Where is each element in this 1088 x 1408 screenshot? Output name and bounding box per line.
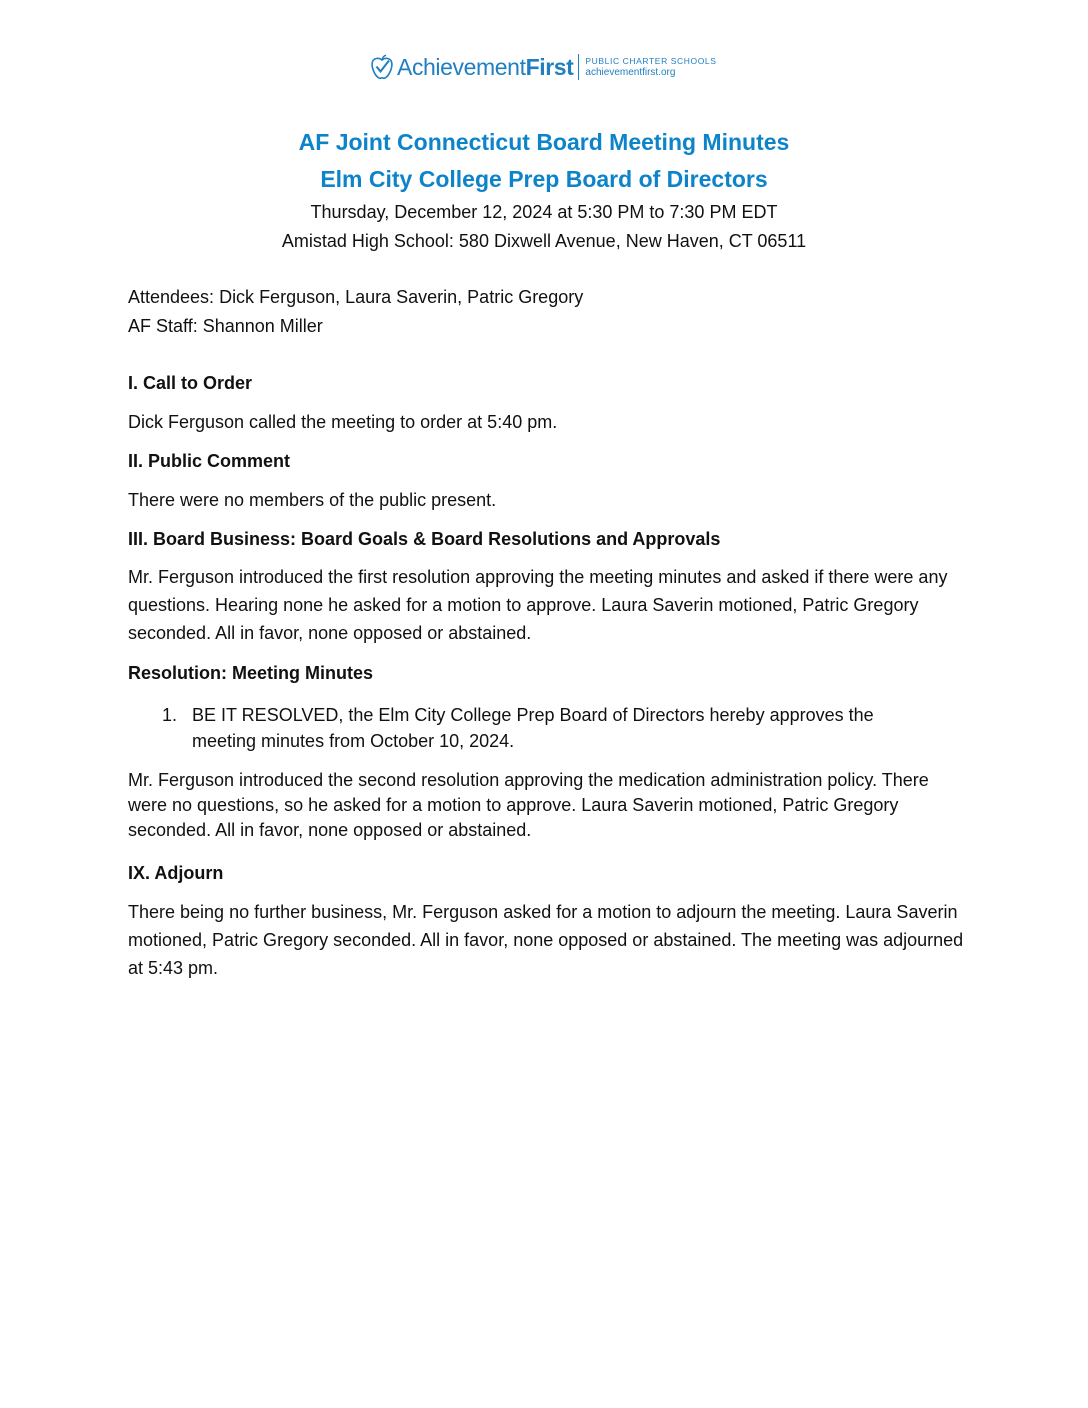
meeting-datetime: Thursday, December 12, 2024 at 5:30 PM to 7:30 PM EDT <box>310 202 778 222</box>
section-heading-adjourn: IX. Adjourn <box>128 863 224 883</box>
board-business-text: Mr. Ferguson introduced the first resolution approving the meeting minutes and asked if there were any questions. Hearing none he asked for a motion to approve. Laura Saverin motioned, Patric Gregory seconded. All in favor, none opposed or abstained. <box>128 567 948 643</box>
logo-website: achievementfirst.org <box>585 67 676 78</box>
logo-wordmark-regular: Achievement <box>397 53 526 80</box>
logo-tagline-block <box>585 56 716 78</box>
call-to-order-text: Dick Ferguson called the meeting to order at 5:40 pm. <box>128 412 558 432</box>
public-comment-text: There were no members of the public present. <box>128 490 497 510</box>
section-heading-resolution: Resolution: Meeting Minutes <box>128 663 373 683</box>
meeting-location: Amistad High School: 580 Dixwell Avenue, New Haven, CT 06511 <box>281 231 807 251</box>
staff-line: AF Staff: Shannon Miller <box>128 316 323 336</box>
attendees-line: Attendees: Dick Ferguson, Laura Saverin, Patric Gregory <box>128 287 584 307</box>
logo-divider <box>578 54 579 80</box>
apple-check-icon <box>370 54 394 80</box>
document-title: AF Joint Connecticut Board Meeting Minutes <box>298 129 790 155</box>
resolution-followup-text: Mr. Ferguson introduced the second resolution approving the medication administration policy. There were no questions, so he asked for a motion to approve. Laura Saverin motioned, Patric Gregory seconded. All in favor, none opposed or abstained. <box>128 770 929 840</box>
list-item-text: BE IT RESOLVED, the Elm City College Prep Board of Directors hereby approves the meeting minutes from October 10, 2024. <box>192 705 874 751</box>
logo-tagline: PUBLIC CHARTER SCHOOLS <box>585 56 717 66</box>
list-item-number: 1. <box>162 705 178 725</box>
section-heading-board-business: III. Board Business: Board Goals & Board Resolutions and Approvals <box>128 529 721 549</box>
logo-wordmark <box>397 54 573 81</box>
logo-wordmark-bold: First <box>525 53 574 80</box>
achievement-first-logo <box>370 50 717 84</box>
document-subtitle: Elm City College Prep Board of Directors <box>320 166 768 192</box>
section-heading-public-comment: II. Public Comment <box>128 451 291 471</box>
adjourn-text: There being no further business, Mr. Ferguson asked for a motion to adjourn the meeting. Laura Saverin motioned, Patric Gregory seconded. All in favor, none opposed or abstained. The meeting was adjourned at 5:43 pm. <box>128 902 964 978</box>
section-heading-call-to-order: I. Call to Order <box>128 373 253 393</box>
